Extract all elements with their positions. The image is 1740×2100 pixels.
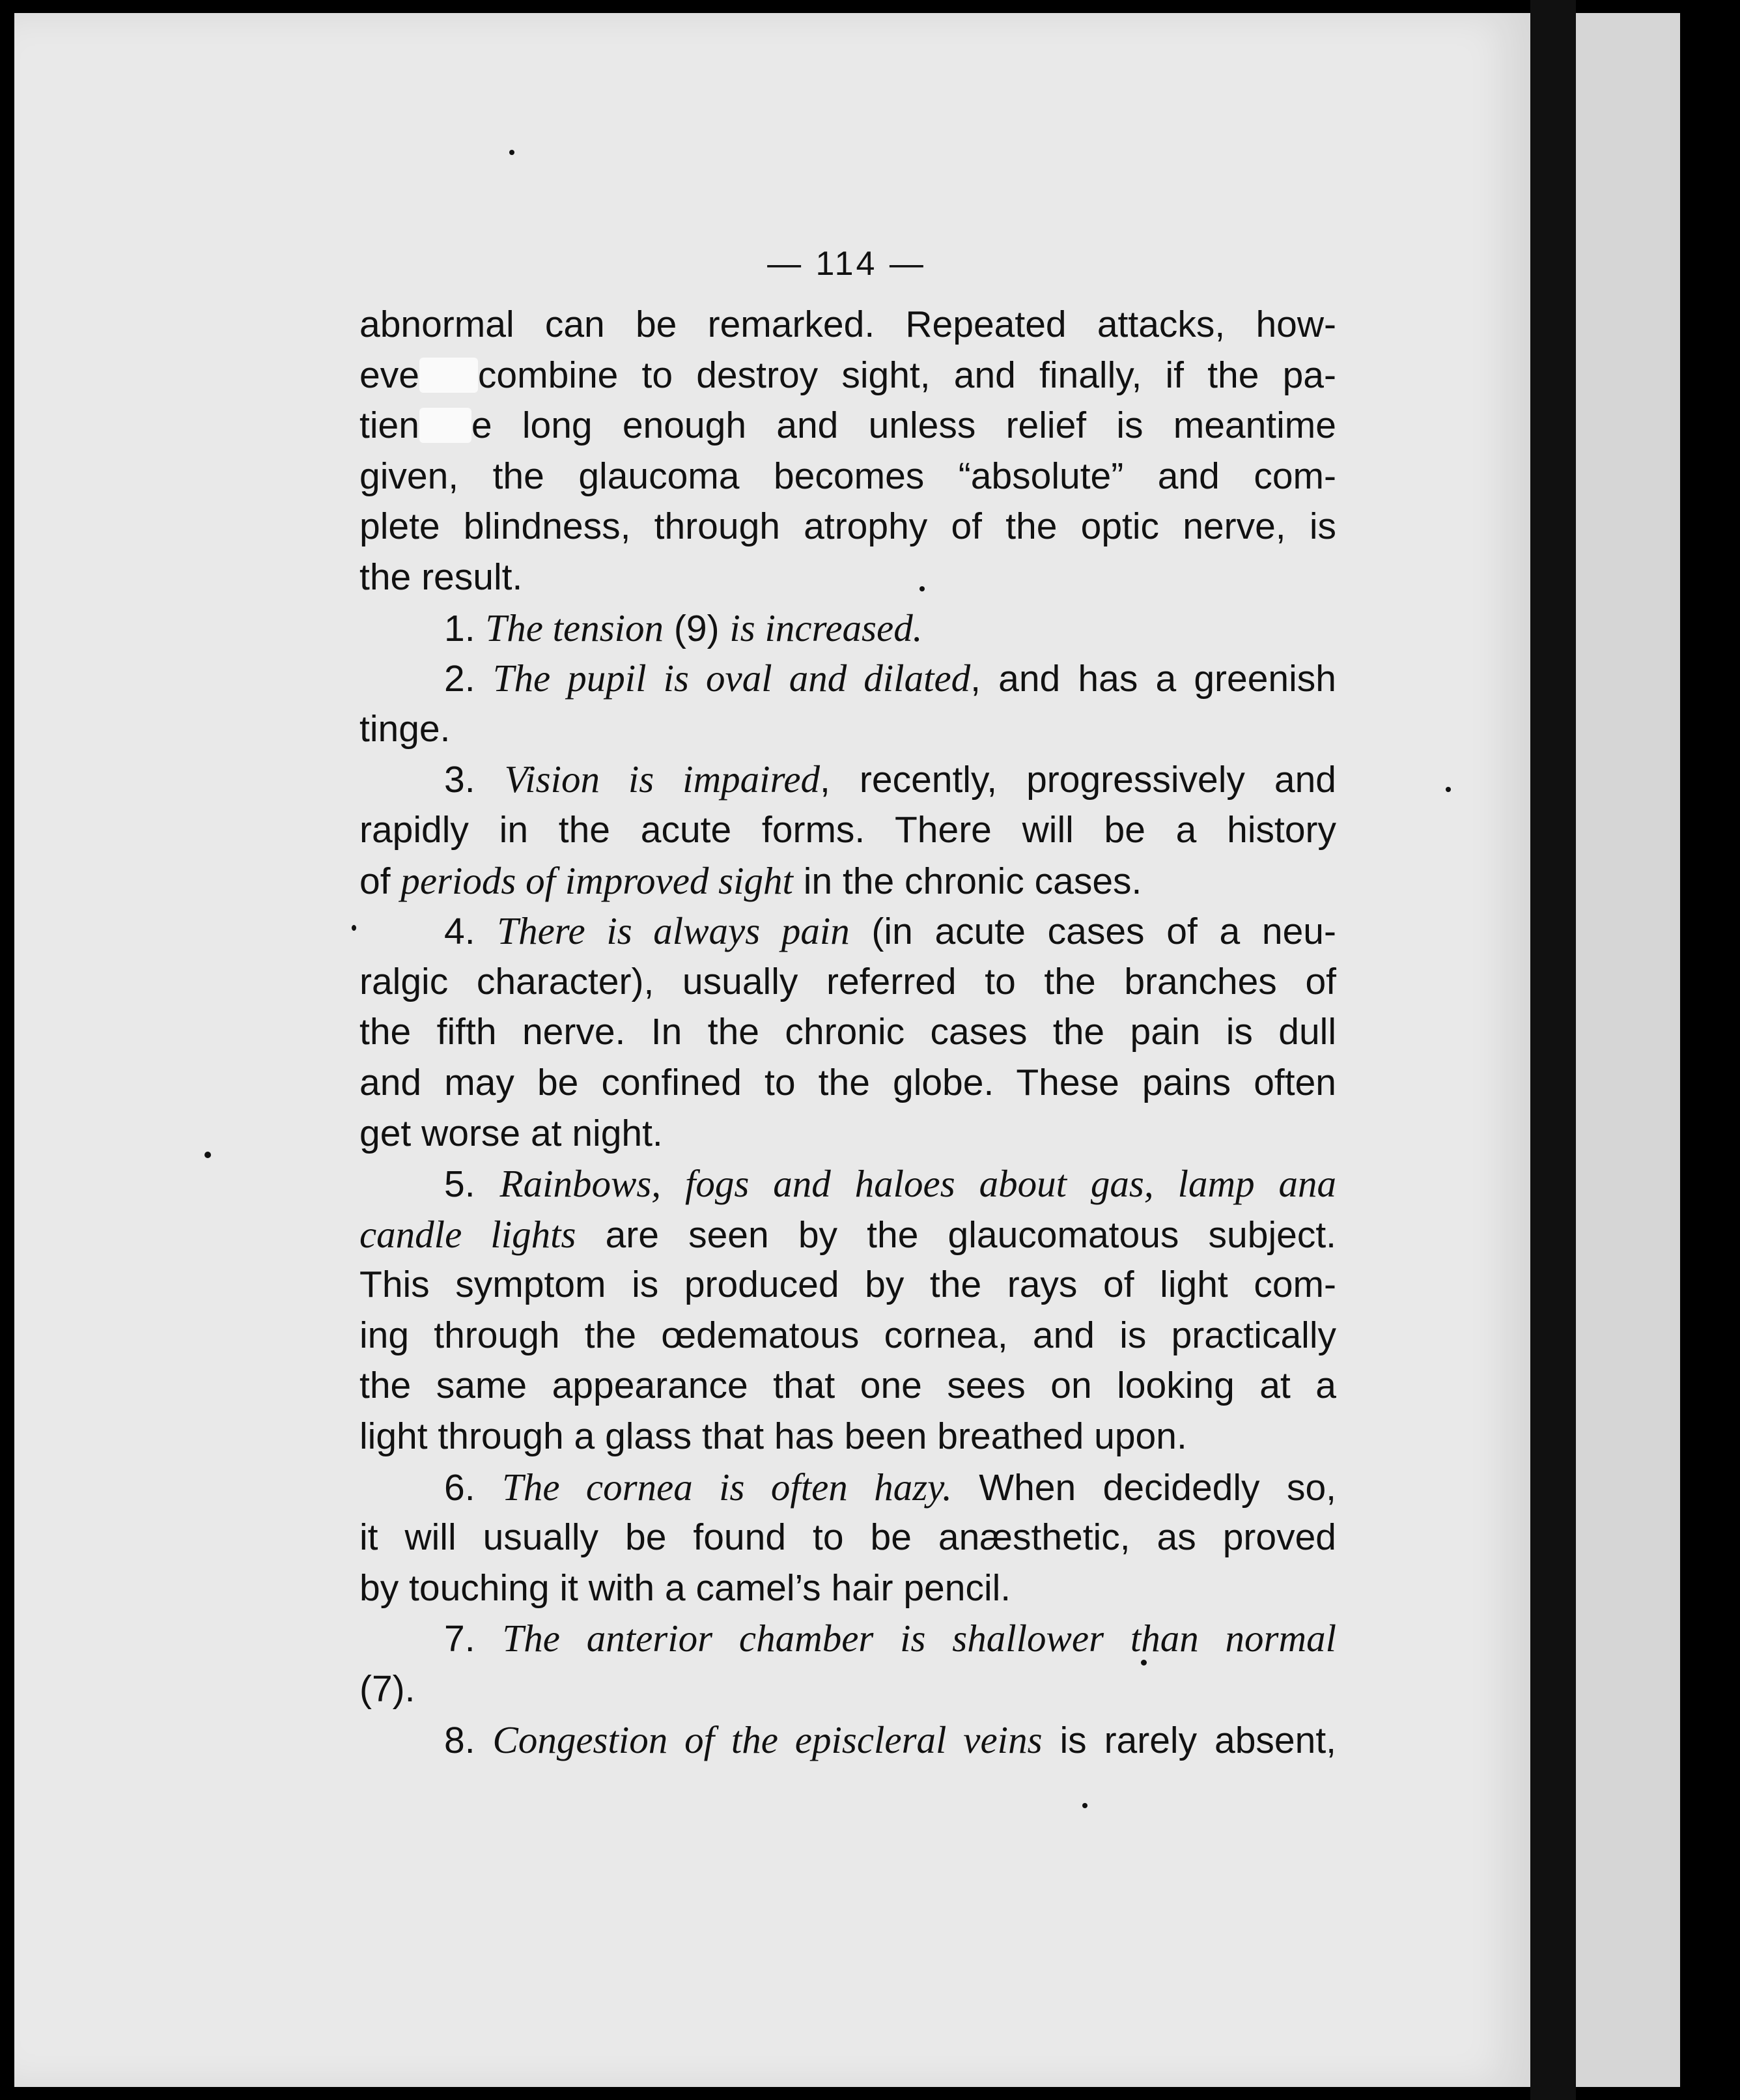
text-line	[359, 1058, 1336, 1109]
scan-damage-blot	[419, 408, 471, 443]
ink-speck	[204, 1152, 211, 1158]
italic-text: The cornea is often hazy.	[502, 1465, 952, 1509]
text-run: and may be confined to the globe. These pains often	[359, 1061, 1336, 1103]
book-gutter	[1530, 0, 1576, 2100]
body-text	[359, 300, 1336, 1765]
text-run: rapidly in the acute forms. There will be a history	[359, 808, 1336, 851]
text-run: 4.	[444, 911, 498, 953]
italic-text: The pupil is oval and dilated	[492, 657, 971, 700]
text-run: in the chronic cases.	[793, 860, 1142, 902]
text-run: combine to destroy sight, and finally, if the pa-	[477, 354, 1336, 396]
scan-damage-blot	[419, 358, 478, 393]
text-run: This symptom is produced by the rays of light com-	[359, 1264, 1336, 1306]
text-line	[359, 451, 1336, 502]
text-run: the fifth nerve. In the chronic cases the pain is dull	[359, 1011, 1336, 1053]
text-run: When decidedly so,	[951, 1466, 1337, 1509]
text-run: (7).	[359, 1668, 415, 1710]
ink-speck	[509, 150, 514, 155]
page-number: — 114 —	[767, 245, 926, 283]
text-line	[359, 1715, 1336, 1766]
text-line	[359, 704, 1336, 755]
text-line	[359, 300, 1336, 350]
text-run: (in acute cases of a neu-	[849, 911, 1336, 953]
facing-page-edge	[1576, 13, 1680, 2087]
text-line	[359, 1109, 1336, 1159]
text-run: the result.	[359, 556, 523, 598]
text-line	[359, 1361, 1336, 1412]
text-line	[359, 603, 1336, 654]
text-line	[359, 754, 1336, 805]
text-run: 5.	[444, 1163, 500, 1206]
italic-text: The tension	[485, 606, 664, 649]
text-line	[359, 1563, 1336, 1614]
text-run: by touching it with a camel’s hair pencil.	[359, 1567, 1011, 1609]
text-line	[359, 1412, 1336, 1462]
text-line	[359, 1512, 1336, 1563]
text-run: e long enough and unless relief is meantime	[471, 404, 1336, 447]
text-run: , recently, progressively and	[820, 759, 1337, 801]
text-run: are seen by the glaucomatous subject.	[576, 1213, 1336, 1256]
text-line	[359, 552, 1336, 603]
italic-text: The anterior chamber is shallower than normal	[502, 1617, 1336, 1660]
text-line	[359, 856, 1336, 907]
text-run: ing through the œdematous cornea, and is practically	[359, 1314, 1336, 1356]
text-run: eve	[359, 354, 419, 396]
italic-text: candle lights	[359, 1212, 576, 1256]
text-run: 8.	[444, 1719, 493, 1761]
text-line	[359, 350, 1336, 401]
text-line	[359, 1007, 1336, 1058]
ink-speck	[1446, 787, 1451, 792]
text-run: 7.	[444, 1618, 503, 1660]
italic-text: periods of improved sight	[400, 858, 793, 902]
text-run: 6.	[444, 1466, 503, 1509]
text-line	[359, 906, 1336, 957]
text-run: , and has a greenish	[970, 658, 1336, 700]
text-run: (9)	[664, 607, 730, 649]
text-line	[359, 1613, 1336, 1664]
text-run: abnormal can be remarked. Repeated attacks, how-	[359, 304, 1336, 345]
text-run: 2.	[444, 658, 493, 700]
text-line	[359, 653, 1336, 704]
text-run: tien	[359, 404, 419, 447]
text-run: plete blindness, through atrophy of the optic nerve, is	[359, 505, 1336, 548]
scan-edge	[1680, 0, 1740, 2100]
italic-text: Rainbows, fogs and haloes about gas, lamp ana	[499, 1162, 1336, 1206]
text-run: 1.	[444, 607, 486, 649]
italic-text: Congestion of the episcleral veins	[492, 1718, 1043, 1761]
ink-speck	[1082, 1803, 1088, 1808]
text-line	[359, 1260, 1336, 1311]
text-line	[359, 1664, 1336, 1715]
text-run: it will usually be found to be anæsthetic, as proved	[359, 1516, 1336, 1559]
italic-text: is increased.	[729, 606, 923, 649]
text-run: get worse at night.	[359, 1112, 663, 1154]
italic-text: There is always pain	[497, 909, 850, 953]
text-line	[359, 805, 1336, 856]
text-run: of	[359, 860, 401, 902]
italic-text: Vision is impaired	[504, 758, 821, 801]
text-line	[359, 1311, 1336, 1361]
text-line	[359, 401, 1336, 451]
text-run: is rarely absent,	[1042, 1719, 1337, 1761]
ink-speck	[352, 925, 356, 931]
text-run: given, the glaucoma becomes “absolute” and com-	[359, 455, 1336, 497]
text-line	[359, 1462, 1336, 1513]
text-run: light through a glass that has been breathed upon.	[359, 1415, 1187, 1458]
text-run: the same appearance that one sees on looking at a	[359, 1365, 1336, 1407]
text-run: 3.	[444, 759, 505, 801]
text-line	[359, 1159, 1336, 1210]
text-line	[359, 957, 1336, 1008]
text-run: ralgic character), usually referred to the branches of	[359, 960, 1336, 1002]
text-line	[359, 1210, 1336, 1260]
text-line	[359, 502, 1336, 552]
text-run: tinge.	[359, 707, 451, 750]
